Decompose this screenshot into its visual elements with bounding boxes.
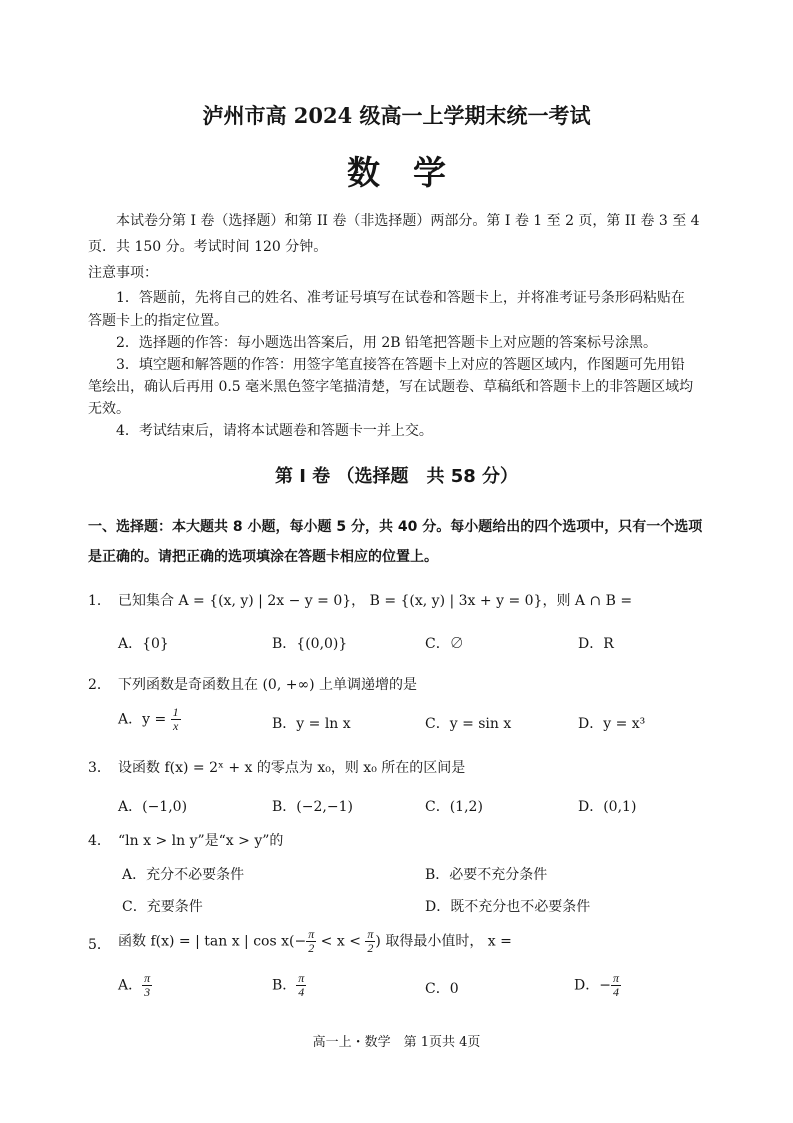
q4-option-d: D．既不充分也不必要条件 <box>425 899 591 915</box>
q2-number: 2． <box>88 677 111 693</box>
q5-option-b-label: B． <box>272 977 297 994</box>
section-title: 第 I 卷 （选择题 共 58 分） <box>274 466 519 487</box>
q5-stem <box>118 928 512 955</box>
q1-option-b: B．{(0,0)} <box>272 636 348 652</box>
notes-heading: 注意事项： <box>88 265 158 281</box>
q2-option-c: C．y = sin x <box>425 716 512 732</box>
note-3a: 3．填空题和解答题的作答：用签字笔直接答在答题卡上对应的答题区域内，作图题可先用铅 <box>116 357 685 373</box>
q5-option-d-label: D．− <box>574 977 611 994</box>
q2-a-denominator: x <box>172 719 179 733</box>
q5-right-denominator: 2 <box>367 941 374 955</box>
intro-line-2: 页．共 150 分。考试时间 120 分钟。 <box>88 239 328 255</box>
q1-option-d: D．R <box>578 636 614 652</box>
section-instruction-1: 一、选择题：本大题共 8 小题，每小题 5 分，共 40 分。每小题给出的四个选项中，只有一个选项 <box>88 519 703 535</box>
q5-a-denominator: 3 <box>144 985 151 999</box>
q5-option-b-fraction <box>296 972 306 999</box>
q2-option-a <box>118 706 181 733</box>
q2-option-a-fraction <box>171 706 181 733</box>
q5-left-numerator: π <box>308 927 315 941</box>
q5-fraction-right <box>365 928 375 955</box>
q5-d-numerator: π <box>612 971 619 985</box>
q3-option-b: B．(−2,−1) <box>272 799 353 815</box>
exam-title: 泸州市高 2024 级高一上学期末统一考试 <box>202 103 591 128</box>
q1-option-a: A．{0} <box>118 636 169 652</box>
q5-right-numerator: π <box>367 927 374 941</box>
page-footer: 高一上・数学 第 1页共 4页 <box>312 1035 481 1050</box>
q3-option-a: A．(−1,0) <box>118 799 188 815</box>
q5-fraction-left <box>306 928 316 955</box>
q3-option-c: C．(1,2) <box>425 799 483 815</box>
q4-option-b: B．必要不充分条件 <box>425 867 548 883</box>
q5-stem-start: 函数 f(x) = | tan x | cos x(− <box>118 933 307 950</box>
q5-stem-end: ) 取得最小值时， x = <box>375 933 512 950</box>
intro-line-1: 本试卷分第 I 卷（选择题）和第 II 卷（非选择题）两部分。第 I 卷 1 至 2 页，第 II 卷 3 至 4 <box>116 213 700 229</box>
q5-d-denominator: 4 <box>612 985 619 999</box>
q4-option-a: A．充分不必要条件 <box>122 867 245 883</box>
section-instruction-2: 是正确的。请把正确的选项填涂在答题卡相应的位置上。 <box>88 549 438 565</box>
q5-option-a-label: A． <box>118 977 143 994</box>
q5-b-denominator: 4 <box>298 985 305 999</box>
q3-option-d: D．(0,1) <box>578 799 637 815</box>
q5-option-c: C．0 <box>425 981 459 997</box>
q5-option-b <box>272 972 306 999</box>
q1-number: 1． <box>88 593 111 609</box>
note-3b: 笔绘出，确认后再用 0.5 毫米黑色签字笔描清楚，写在试题卷、草稿纸和答题卡上的非答题区域均 <box>88 379 694 395</box>
q5-option-d-fraction <box>611 972 621 999</box>
subject-title: 数 学 <box>347 153 446 192</box>
q5-number: 5． <box>88 937 111 953</box>
q3-stem: 设函数 f(x) = 2ˣ + x 的零点为 x₀，则 x₀ 所在的区间是 <box>118 760 466 776</box>
q5-a-numerator: π <box>144 971 151 985</box>
note-1b: 答题卡上的指定位置。 <box>88 313 228 329</box>
q2-option-a-label: A．y = <box>118 711 167 728</box>
q5-option-a <box>118 972 152 999</box>
q4-number: 4． <box>88 833 111 849</box>
q2-stem: 下列函数是奇函数且在 (0, +∞) 上单调递增的是 <box>118 677 418 693</box>
q1-stem: 已知集合 A = {(x, y) | 2x − y = 0}， B = {(x, y) | 3x + y = 0}，则 A ∩ B = <box>118 593 633 609</box>
note-4: 4．考试结束后，请将本试题卷和答题卡一并上交。 <box>116 423 433 439</box>
note-2: 2．选择题的作答：每小题选出答案后，用 2B 铅笔把答题卡上对应题的答案标号涂黑。 <box>116 335 658 351</box>
q2-option-b: B．y = ln x <box>272 716 351 732</box>
q3-number: 3． <box>88 760 111 776</box>
q1-option-c: C．∅ <box>425 636 464 652</box>
q5-option-a-fraction <box>142 972 152 999</box>
q2-a-numerator: 1 <box>172 705 179 719</box>
q5-option-d <box>574 972 621 999</box>
q5-b-numerator: π <box>298 971 305 985</box>
note-1a: 1．答题前，先将自己的姓名、准考证号填写在试卷和答题卡上，并将准考证号条形码粘贴在 <box>116 290 685 306</box>
q5-left-denominator: 2 <box>308 941 315 955</box>
q5-stem-middle: < x < <box>316 933 366 950</box>
q2-option-d: D．y = x³ <box>578 716 646 732</box>
q4-option-c: C．充要条件 <box>122 899 203 915</box>
q4-stem: “ln x > ln y”是“x > y”的 <box>118 833 284 849</box>
note-3c: 无效。 <box>88 401 130 417</box>
